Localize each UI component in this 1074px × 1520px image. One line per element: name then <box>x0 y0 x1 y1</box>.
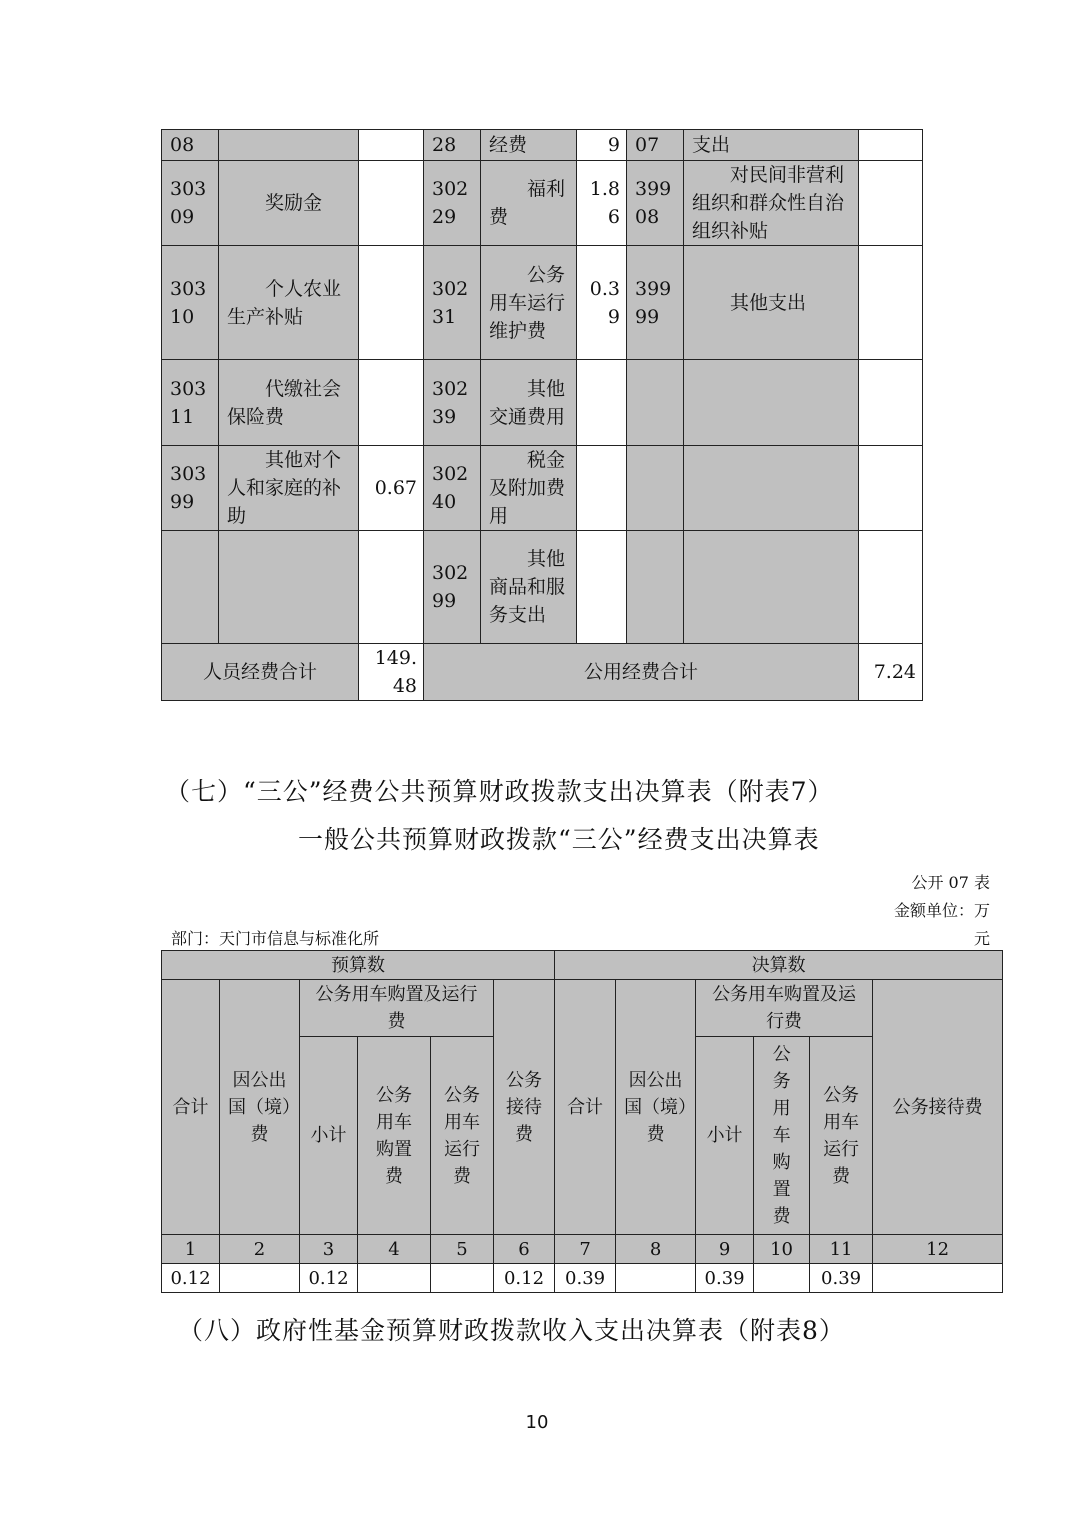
budget-reception-header: 公务接待费 <box>494 980 555 1235</box>
amount-cell <box>577 446 627 531</box>
amount-cell <box>359 130 424 161</box>
department-label: 部门：天门市信息与标准化所 <box>171 929 380 948</box>
table-2-title: 一般公共预算财政拨款“三公”经费支出决算表 <box>298 825 820 854</box>
final-reception-header: 公务接待费 <box>873 980 1003 1235</box>
econ-name-cell: 对民间非营利组织和群众性自治组织补贴 <box>684 161 859 246</box>
amount-cell <box>859 246 923 360</box>
econ-code-cell: 08 <box>162 130 219 161</box>
amount-cell <box>859 161 923 246</box>
value-cell <box>431 1264 494 1293</box>
expense-breakdown-table <box>161 129 923 701</box>
budget-abroad-header: 因公出国（境）费 <box>220 980 300 1235</box>
amount-cell <box>577 360 627 446</box>
column-number: 8 <box>616 1235 696 1264</box>
econ-name-cell: 个人农业生产补贴 <box>219 246 359 360</box>
econ-name-cell <box>219 531 359 644</box>
econ-code-cell <box>627 446 684 531</box>
value-cell <box>220 1264 300 1293</box>
econ-code-cell: 302 31 <box>424 246 481 360</box>
public-total-value: 7.24 <box>859 644 923 701</box>
amount-cell <box>859 130 923 161</box>
econ-name-cell: 其他支出 <box>684 246 859 360</box>
econ-code-cell: 303 11 <box>162 360 219 446</box>
econ-name-cell: 福利费 <box>481 161 577 246</box>
econ-code-cell: 303 10 <box>162 246 219 360</box>
column-number: 2 <box>220 1235 300 1264</box>
econ-code-cell: 302 40 <box>424 446 481 531</box>
column-number: 9 <box>696 1235 754 1264</box>
form-code: 公开 07 表 <box>911 873 990 892</box>
personnel-total-value: 149. 48 <box>359 644 424 701</box>
amount-cell <box>577 531 627 644</box>
econ-name-cell: 税金及附加费用 <box>481 446 577 531</box>
econ-code-cell: 303 09 <box>162 161 219 246</box>
econ-code-cell: 399 99 <box>627 246 684 360</box>
budget-car-purchase-header: 公务用车购置费 <box>358 1037 431 1235</box>
econ-code-cell: 302 99 <box>424 531 481 644</box>
econ-name-cell <box>684 446 859 531</box>
table-header-row <box>162 951 1003 980</box>
econ-code-cell: 28 <box>424 130 481 161</box>
final-car-run-header: 公务用车运行费 <box>810 1037 873 1235</box>
amount-unit-line-2: 元 <box>973 929 990 948</box>
table-header-row <box>162 980 1003 1037</box>
amount-cell: 9 <box>577 130 627 161</box>
value-cell: 0.39 <box>555 1264 616 1293</box>
table-row <box>162 446 923 531</box>
value-cell <box>616 1264 696 1293</box>
table-row <box>162 1264 1003 1293</box>
econ-code-cell: 07 <box>627 130 684 161</box>
value-cell <box>873 1264 1003 1293</box>
final-header: 决算数 <box>555 951 1003 980</box>
amount-cell: 0.67 <box>359 446 424 531</box>
final-abroad-header: 因公出国（境）费 <box>616 980 696 1235</box>
econ-name-cell: 其他对个人和家庭的补助 <box>219 446 359 531</box>
column-number: 1 <box>162 1235 220 1264</box>
budget-header: 预算数 <box>162 951 555 980</box>
final-car-purchase-header: 公务用车购置费 <box>754 1037 810 1235</box>
column-number: 10 <box>754 1235 810 1264</box>
final-subtotal-header: 小计 <box>696 1037 754 1235</box>
amount-cell <box>859 531 923 644</box>
econ-name-cell <box>684 360 859 446</box>
econ-name-cell <box>219 130 359 161</box>
value-cell <box>358 1264 431 1293</box>
amount-cell: 0.3 9 <box>577 246 627 360</box>
econ-name-cell: 支出 <box>684 130 859 161</box>
section-8-heading: （八）政府性基金预算财政拨款收入支出决算表（附表8） <box>178 1316 845 1345</box>
amount-cell <box>359 360 424 446</box>
value-cell: 0.12 <box>162 1264 220 1293</box>
econ-name-cell: 其他商品和服务支出 <box>481 531 577 644</box>
column-number: 3 <box>300 1235 358 1264</box>
econ-name-cell: 代缴社会保险费 <box>219 360 359 446</box>
econ-code-cell: 303 99 <box>162 446 219 531</box>
value-cell: 0.12 <box>494 1264 555 1293</box>
econ-name-cell: 奖励金 <box>219 161 359 246</box>
column-number: 12 <box>873 1235 1003 1264</box>
table-row <box>162 360 923 446</box>
column-number: 5 <box>431 1235 494 1264</box>
econ-code-cell: 399 08 <box>627 161 684 246</box>
public-total-label: 公用经费合计 <box>424 644 859 701</box>
value-cell <box>754 1264 810 1293</box>
amount-cell: 1.8 6 <box>577 161 627 246</box>
econ-code-cell <box>627 360 684 446</box>
econ-name-cell: 经费 <box>481 130 577 161</box>
amount-cell <box>359 246 424 360</box>
column-number: 7 <box>555 1235 616 1264</box>
column-number: 6 <box>494 1235 555 1264</box>
table-row <box>162 161 923 246</box>
section-7-heading: （七）“三公”经费公共预算财政拨款支出决算表（附表7） <box>165 777 834 806</box>
personnel-total-label: 人员经费合计 <box>162 644 359 701</box>
budget-subtotal-header: 小计 <box>300 1037 358 1235</box>
amount-unit-line-1: 金额单位：万 <box>893 901 990 920</box>
value-cell: 0.12 <box>300 1264 358 1293</box>
table-row <box>162 130 923 161</box>
econ-code-cell: 302 39 <box>424 360 481 446</box>
table-total-row <box>162 644 923 701</box>
budget-car-group-header: 公务用车购置及运行费 <box>300 980 494 1037</box>
budget-car-run-header: 公务用车运行费 <box>431 1037 494 1235</box>
final-total-header: 合计 <box>555 980 616 1235</box>
final-car-group-header: 公务用车购置及运行费 <box>696 980 873 1037</box>
budget-total-header: 合计 <box>162 980 220 1235</box>
column-number: 11 <box>810 1235 873 1264</box>
econ-name-cell: 公务用车运行维护费 <box>481 246 577 360</box>
table-row <box>162 531 923 644</box>
amount-cell <box>859 360 923 446</box>
econ-name-cell: 其他交通费用 <box>481 360 577 446</box>
econ-code-cell <box>627 531 684 644</box>
page-number: 10 <box>525 1412 549 1433</box>
econ-name-cell <box>684 531 859 644</box>
table-row <box>162 246 923 360</box>
amount-cell <box>859 446 923 531</box>
econ-code-cell: 302 29 <box>424 161 481 246</box>
value-cell: 0.39 <box>810 1264 873 1293</box>
amount-cell <box>359 531 424 644</box>
amount-cell <box>359 161 424 246</box>
value-cell: 0.39 <box>696 1264 754 1293</box>
three-public-expense-table <box>161 950 1003 1293</box>
column-number: 4 <box>358 1235 431 1264</box>
econ-code-cell <box>162 531 219 644</box>
column-number-row <box>162 1235 1003 1264</box>
